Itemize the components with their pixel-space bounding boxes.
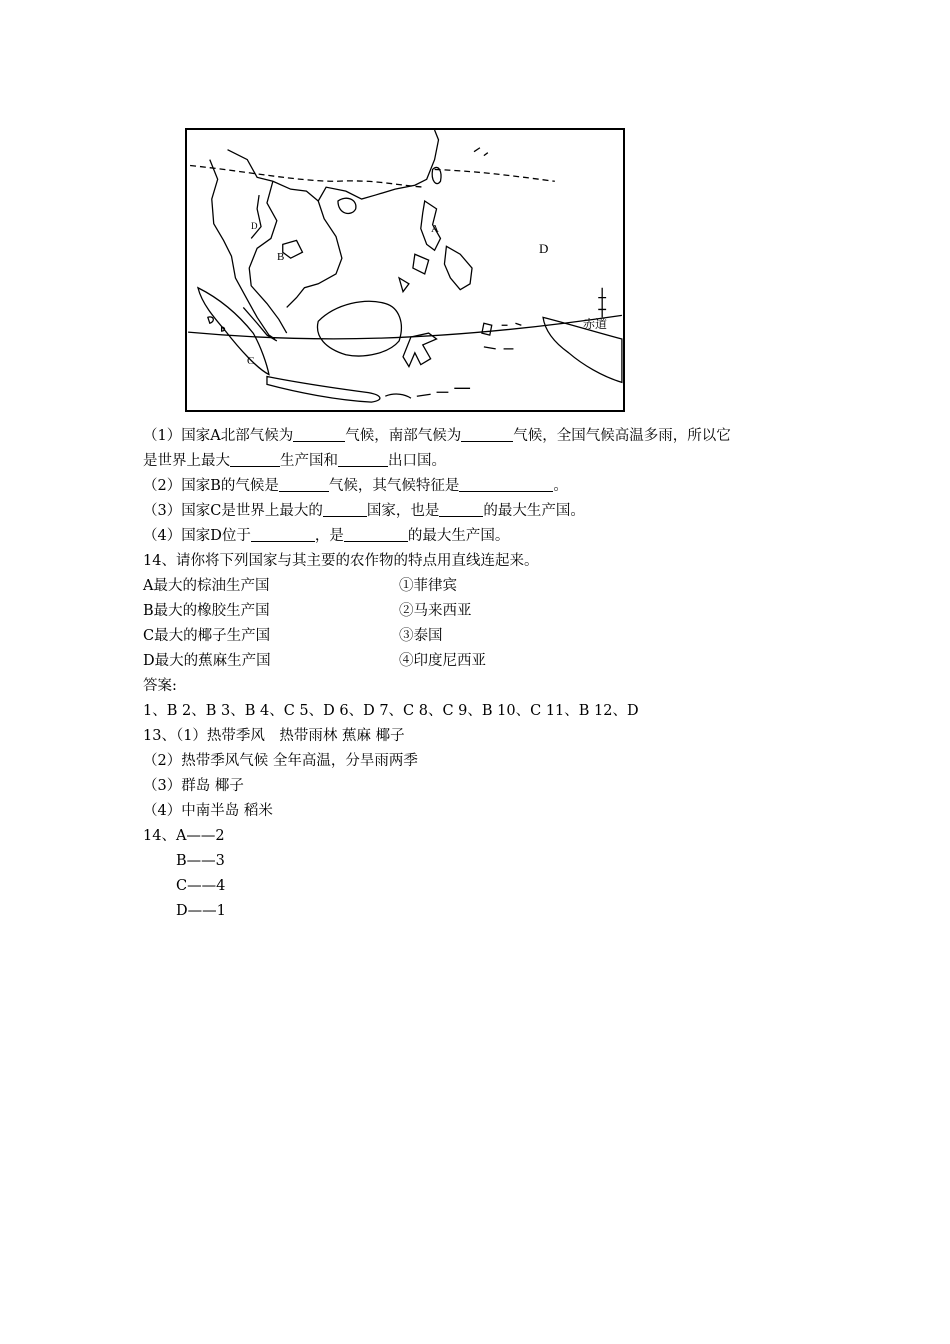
blank[interactable]	[459, 474, 553, 492]
answer-14-a: 14、A——2	[143, 828, 225, 844]
answer-14-d: D——1	[176, 903, 226, 919]
q13-part1-line2: 是世界上最大 生产国和 出口国。	[143, 449, 863, 474]
answer-14-c: C——4	[176, 878, 226, 894]
label-d: D	[539, 241, 549, 256]
blank[interactable]	[338, 449, 388, 467]
label-c: C	[247, 355, 255, 367]
question-document	[143, 424, 863, 924]
answer-14-b: B——3	[176, 853, 225, 869]
blank[interactable]	[251, 524, 315, 542]
label-a: A	[431, 223, 439, 235]
map-drawing	[187, 130, 623, 410]
answers-multiple-choice: 1、B 2、B 3、B 4、C 5、D 6、D 7、C 8、C 9、B 10、C 11、B 12、D	[143, 703, 639, 719]
q13-part1-line1: （1）国家A北部气候为 气候，南部气候为 气候，全国气候高温多雨，所以它	[143, 424, 863, 449]
q13-part4: （4）国家D位于 ，是 的最大生产国。	[143, 524, 863, 549]
answers-heading: 答案:	[143, 678, 177, 694]
blank[interactable]	[461, 424, 513, 442]
q14-row: C最大的椰子生产国 ③泰国	[143, 628, 443, 644]
q14-title: 14、请你将下列国家与其主要的农作物的特点用直线连起来。	[143, 553, 539, 569]
blank[interactable]	[323, 499, 367, 517]
label-equator: 赤道	[583, 317, 608, 331]
q14-row: D最大的蕉麻生产国 ④印度尼西亚	[143, 653, 486, 669]
label-b: B	[277, 251, 285, 263]
answer-13-3: （3）群岛 椰子	[143, 778, 244, 794]
southeast-asia-map	[185, 128, 625, 412]
answer-13-4: （4）中南半岛 稻米	[143, 803, 273, 819]
blank[interactable]	[439, 499, 483, 517]
answer-13-2: （2）热带季风气候 全年高温，分旱雨两季	[143, 753, 418, 769]
label-d-small: D	[251, 221, 258, 231]
blank[interactable]	[230, 449, 280, 467]
q14-row: B最大的橡胶生产国 ②马来西亚	[143, 603, 472, 619]
q14-row: A最大的棕油生产国 ①菲律宾	[143, 578, 457, 594]
answer-13-1: 13、（1）热带季风 热带雨林 蕉麻 椰子	[143, 728, 405, 744]
q13-part3: （3）国家C是世界上最大的 国家，也是 的最大生产国。	[143, 499, 863, 524]
blank[interactable]	[293, 424, 345, 442]
blank[interactable]	[279, 474, 329, 492]
blank[interactable]	[344, 524, 408, 542]
q13-part2: （2）国家B的气候是 气候，其气候特征是 。	[143, 474, 863, 499]
